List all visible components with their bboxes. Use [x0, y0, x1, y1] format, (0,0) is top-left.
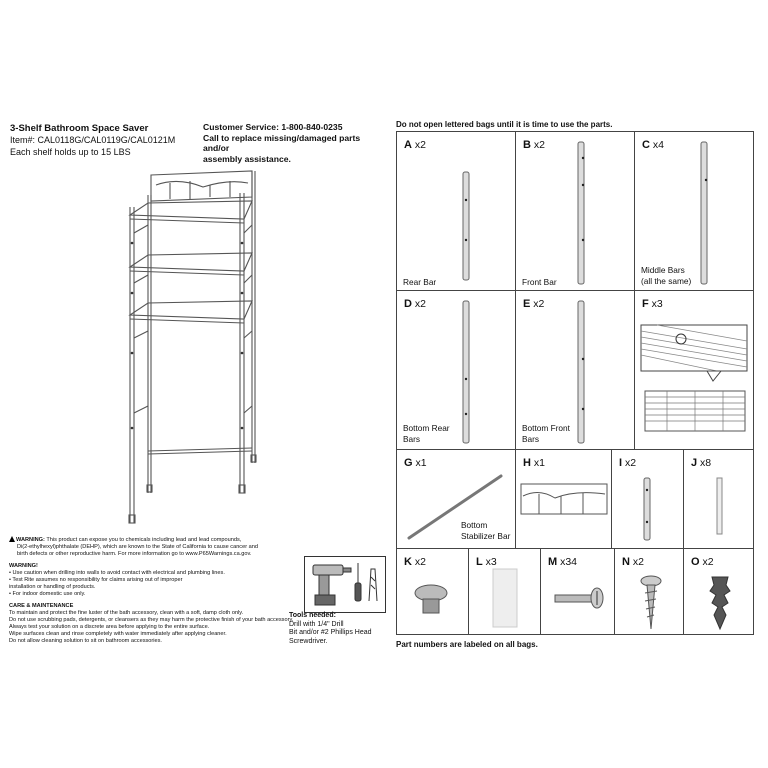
warning-heading: WARNING!	[9, 563, 38, 569]
customer-service-note: Call to replace missing/damaged parts and/or	[203, 132, 361, 153]
prop65-warning: WARNING: This product can expose you to chemicals including lead and lead compounds,	[9, 536, 301, 544]
foot-cap-image	[411, 579, 455, 623]
short-bar-image	[638, 476, 658, 544]
parts-grid	[396, 131, 754, 635]
part-L: L x3	[468, 548, 541, 635]
part-G: G x1 Bottom Stabilizer Bar	[396, 449, 516, 549]
item-number: Item#: CAL0118G/CAL0119G/CAL0121M	[10, 135, 176, 145]
tools-illustration-box	[304, 556, 386, 613]
part-N: N x2	[614, 548, 684, 635]
part-C: C x4 Middle Bars (all the same)	[634, 131, 754, 291]
bags-label-note: Part numbers are labeled on all bags.	[396, 640, 538, 649]
document-title: 3-Shelf Bathroom Space Saver	[10, 123, 149, 134]
part-D: D x2 Bottom Rear Bars	[396, 290, 516, 450]
part-H: H x1	[515, 449, 612, 549]
part-K: K x2	[396, 548, 469, 635]
tools-needed: Tools needed: Drill with 1/4" Drill Bit and/or #2 Phillips Head Screwdriver.	[289, 612, 372, 645]
part-I: I x2	[611, 449, 684, 549]
connector-rod-image	[710, 476, 730, 538]
part-J: J x8	[683, 449, 754, 549]
part-O: O x2	[683, 548, 754, 635]
part-M: M x34	[540, 548, 615, 635]
bottom-rear-bar-image	[457, 299, 477, 447]
customer-service-note-2: assembly assistance.	[203, 153, 291, 164]
part-F: F x3	[634, 290, 754, 450]
shelf-image	[637, 319, 753, 447]
wall-anchor-image	[700, 573, 740, 633]
part-B: B x2 Front Bar	[515, 131, 635, 291]
part-E: E x2 Bottom Front Bars	[515, 290, 635, 450]
pad-image	[491, 567, 521, 631]
assembled-shelf-illustration	[118, 163, 278, 528]
bottom-front-bar-image	[572, 299, 592, 447]
customer-service-phone: Customer Service: 1-800-840-0235	[203, 122, 343, 132]
screwdriver-icon	[355, 563, 361, 601]
care-heading: CARE & MAINTENANCE	[9, 603, 74, 609]
shelf-capacity: Each shelf holds up to 15 LBS	[10, 147, 131, 157]
top-rail-image	[519, 478, 611, 523]
warning-block: WARNING: This product can expose you to chemicals including lead and lead compounds, Di(2-ethylhexyl)phthalate (DEHP), which are known to the State of California to cause cancer and birth defects or other reproductive harm. For more information go to www.P65Warnings.ca.gov. WARNING! • Use caution when drilling into walls to avoid contact with electrical and plumbing lines. • Test Rite assumes no responsibility for claims arising out of improper installation or handling of products. • For indoor domestic use only. CARE & MAINTENANCE To maintain and protect the fine luster of the bath accessory, clean with a soft, damp cloth only. Do not use scrubbing pads, detergents, or cleansers as they may harm the protective finish of your bath accessory. Always test your solution on a discrete area before applying to the entire surface. Wipe surfaces clean and rinse completely with water immediately after applying cleaner. Do not allow cleaning solution to sit on bathroom accessories.	[9, 536, 301, 645]
wood-screw-image	[631, 573, 671, 633]
drill-icon	[305, 557, 385, 612]
bags-note: Do not open lettered bags until it is time to use the parts.	[396, 120, 613, 129]
customer-service	[203, 122, 383, 164]
front-bar-image	[572, 140, 592, 288]
part-A: A x2 Rear Bar	[396, 131, 516, 291]
rear-bar-image	[457, 170, 477, 285]
warning-triangle-icon	[9, 536, 15, 542]
middle-bar-image	[695, 140, 715, 288]
screw-image	[551, 583, 609, 613]
drill-bit-icon	[369, 569, 377, 601]
